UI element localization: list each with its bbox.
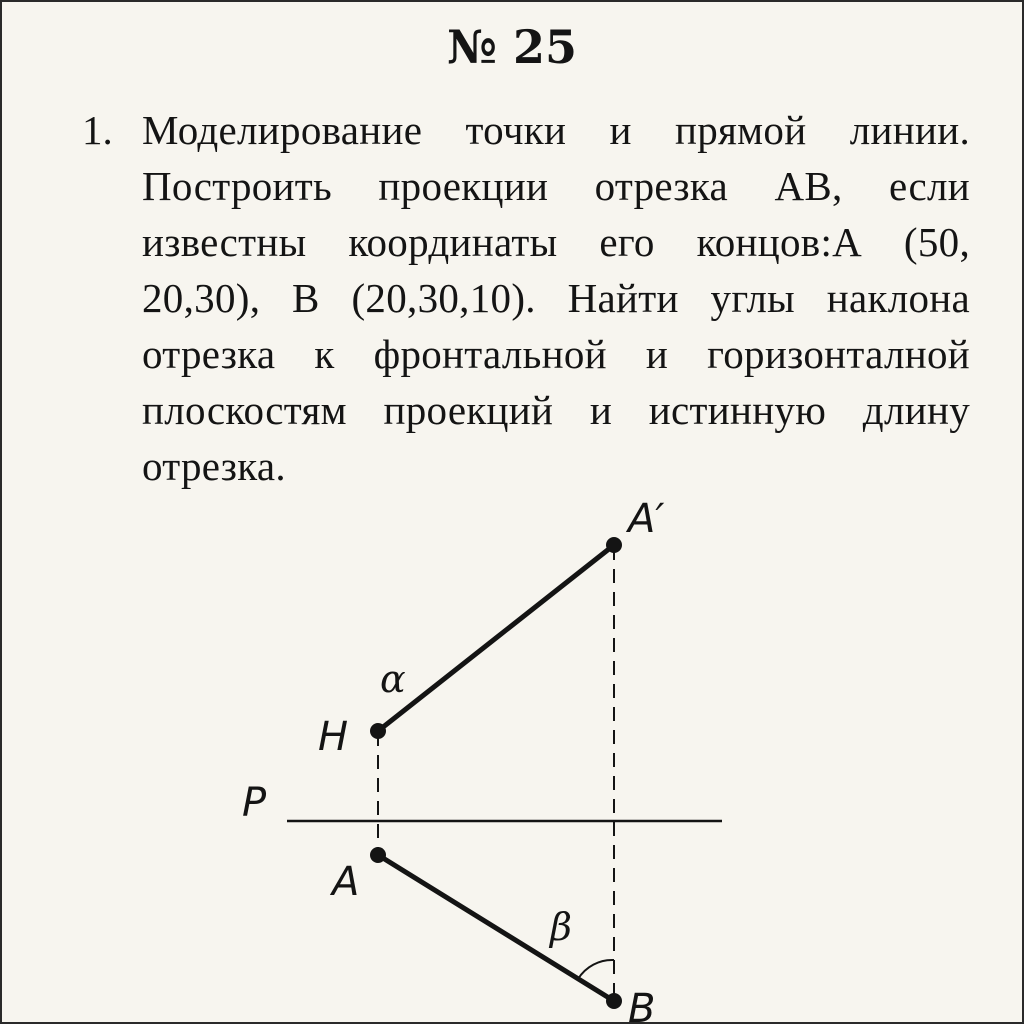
point-a bbox=[370, 847, 386, 863]
label-b: B bbox=[628, 986, 656, 1024]
point-h bbox=[370, 723, 386, 739]
point-b bbox=[606, 993, 622, 1009]
label-alpha: α bbox=[380, 657, 406, 701]
point-a-prime bbox=[606, 537, 622, 553]
task-number: 1. bbox=[82, 107, 113, 153]
label-h: H bbox=[318, 714, 349, 760]
label-beta: β bbox=[550, 905, 572, 949]
label-a-prime: A′ bbox=[628, 496, 665, 542]
projection-diagram bbox=[2, 2, 1024, 1024]
beta-angle-arc bbox=[578, 960, 614, 979]
page-title: № 25 bbox=[446, 20, 578, 74]
segment-h-a-prime bbox=[378, 545, 614, 731]
label-p: P bbox=[242, 780, 267, 826]
label-a: A bbox=[332, 859, 360, 905]
task-text: Моделирование точки и прямой линии. Построить проекции отрезка АВ, если известны координаты его концов:А (50, 20,30), В (20,30,10). Найти углы наклона отрезка к фронтальной и горизонталной плоскостям проекций и истинную длину отрезка. bbox=[142, 107, 970, 489]
